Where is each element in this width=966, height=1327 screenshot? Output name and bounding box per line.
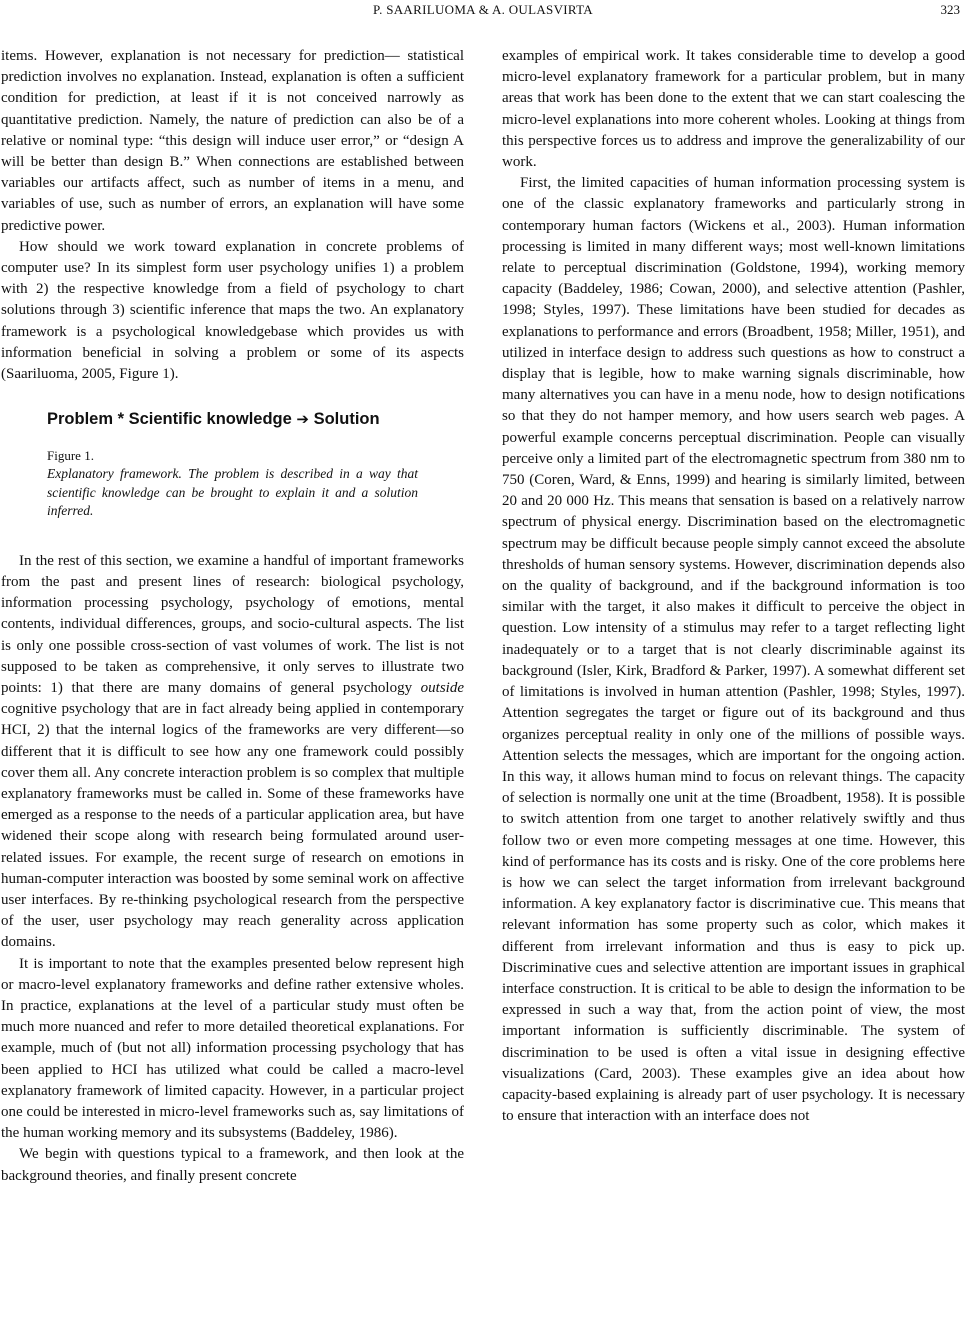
right-column bbox=[502, 46, 965, 1127]
paragraph-limited-capacities: First, the limited capacities of human information processing system is one of the classic explanatory frameworks and particularly strong in contemporary human factors (Wickens et al., 2003). Human information processing is limited in many different ways; most well-known limitations relate to perceptual discrimination (Goldstone, 1994), working memory capacity (Baddeley, 1986; Cowan, 2000), and selective attention (Pashler, 1998; Styles, 1997). These limitations have been studied for decades as explanations to performance and errors (Broadbent, 1958; Miller, 1951), and utilized in interface design to address such questions as how to construct a display that is legible, how to make warning signals discriminable, how many alternatives you can have in a menu node, how to design notifications so that they do not hamper memory, and how users search web pages. A powerful example concerns perceptual discrimination. People can visually perceive only a limited part of the electromagnetic spectrum from 380 nm to 750 (Coren, Ward, & Enns, 1999) and hearing is similarly limited, between 20 and 20 000 Hz. This means that sensation is based on a relatively narrow spectrum of physical energy. Discrimination based on the electromagnetic spectrum may be difficult because people simply cannot exceed the absolute thresholds of human sensory systems. However, discrimination depends also on the quality of background, and if the background information is too similar with the target, it also makes it difficult to perceive the object in question. Low intensity of a stimulus may refer to a target reflecting light inadequately or to a target that is not clearly discriminable against its background (Isler, Kirk, Bradford & Parker, 1997). A somewhat different set of limitations is involved in human attention (Pashler, 1998; Styles, 1997). Attention segregates the target or figure out of its background and thus organizes perceptual reality in only one of the millions of possible ways. Attention selects the messages, which are important for the ongoing action. In this way, it allows human mind to focus on relevant things. The capacity of selection is normally one unit at the time (Broadbent, 1958). It is possible to switch attention from one target to another relatively swiftly and thus follow two or even more competing messages at one time. However, this kind of performance has its costs and is risky. One of the core problems here is how we can select the target information from irrelevant background information. A key explanatory factor is discriminative cue. This means that relevant information has some property such as color, which makes it different from irrelevant information and thus is easy to pick up. Discriminative cues and selective attention are important issues in graphical interface construction. It is critical to be able to design the information to be expressed in such a way that, from the action point of view, the most important information is sufficiently discriminable. The system of discrimination to be used is often a vital issue in designing effective visualizations (Card, 2003). These examples give an idea about how capacity-based explaining is already part of user psychology. It is necessary to ensure that interaction with an interface does not bbox=[502, 175, 965, 1125]
emphasis-outside: outside bbox=[420, 679, 464, 696]
figure-caption: Explanatory framework. The problem is described in a way that scientific knowledge can be brought to explain it and a solution inferred. bbox=[47, 466, 418, 519]
paragraph-macro-level: It is important to note that the examples presented below represent high or macro-level explanatory frameworks and define rather extensive wholes. In practice, explanations at the level of a particular study must often be much more nuanced and refer to more detailed theoretical explanations. For example, much of (but not all) information processing psychology that has been applied to HCI has utilized what could be called a macro-level explanatory framework of limited capacity. However, in a particular project one could be interested in micro-level frameworks such as, say limitations of the human working memory and its subsystems (Baddeley, 1986). bbox=[1, 955, 464, 1142]
running-title: P. SAARILUOMA & A. OULASVIRTA bbox=[373, 2, 593, 17]
paragraph-frameworks bbox=[1, 551, 464, 954]
page-header bbox=[0, 0, 966, 22]
paragraph-empirical: examples of empirical work. It takes considerable time to develop a good micro-level explanatory framework for a particular problem, but in many areas that work has been done to the extent that we can start coalescing the micro-level explanations into more coherent wholes. Looking at things from this perspective forces us to address and improve the generalizability of our work. bbox=[502, 48, 965, 171]
equation-left: Problem * Scientific knowledge bbox=[47, 410, 292, 429]
figure-label: Figure 1. bbox=[47, 448, 94, 464]
equation-right: Solution bbox=[313, 410, 380, 429]
paragraph-begin: We begin with questions typical to a framework, and then look at the background theories, and finally present concrete bbox=[1, 1146, 464, 1184]
figure-1 bbox=[1, 408, 464, 521]
page-number: 323 bbox=[940, 2, 960, 17]
left-column bbox=[1, 46, 464, 1187]
paragraph-frameworks-text-1: In the rest of this section, we examine a handful of important frameworks from the past and present lines of research: biological psychology, information processing psychology, psychology of emotions, mental contents, individual differences, groups, and socio-cultural aspects. The list is only one possible cross-section of vast volumes of work. The list is not supposed to be taken as comprehensive, it only serves to illustrate two points: 1) that there are many domains of general psychology bbox=[1, 552, 464, 696]
paragraph-frameworks-text-2: cognitive psychology that are in fact already being applied in contemporary HCI, 2) that the internal logics of the frameworks are very different—so different that it is difficult to see how any one framework could possibly cover them all. Any concrete interaction problem is so complex that multiple explanatory frameworks must be called in. Some of these frameworks have emerged as a response to the needs of a particular application area, but have widened their scope along with research being formulated around user-related issues. For example, the recent surge of research on emotions in human-computer interaction was boosted by some seminal work on affective user interfaces. By re-thinking psychological research from the perspective of the user, user psychology may reach generality across application domains. bbox=[1, 701, 464, 951]
right-arrow-icon: ➔ bbox=[296, 411, 309, 429]
paragraph-explanation: How should we work toward explanation in concrete problems of computer use? In its simplest form user psychology unifies 1) a problem with 2) the respective knowledge from a field of psychology to chart solutions through 3) scientific inference that maps the two. An explanatory framework is a psychological knowledgebase which provides us with information beneficial in solving a problem or some of its aspects (Saariluoma, 2005, Figure 1). bbox=[1, 238, 464, 383]
figure-equation bbox=[47, 408, 418, 431]
paragraph-prediction: items. However, explanation is not necessary for prediction— statistical prediction involves no explanation. Instead, explanation is often a sufficient condition for prediction, at least if it is not conceived narrowly as quantitative prediction. Namely, the nature of prediction can also be of a relative or nominal type: “this design will induce user error,” or “design A will be better than design B.” When connections are established between variables our artifacts affect, such as number of items in a menu, and variables of use, such as number of errors, an explanation will have some predictive power. bbox=[1, 48, 464, 234]
